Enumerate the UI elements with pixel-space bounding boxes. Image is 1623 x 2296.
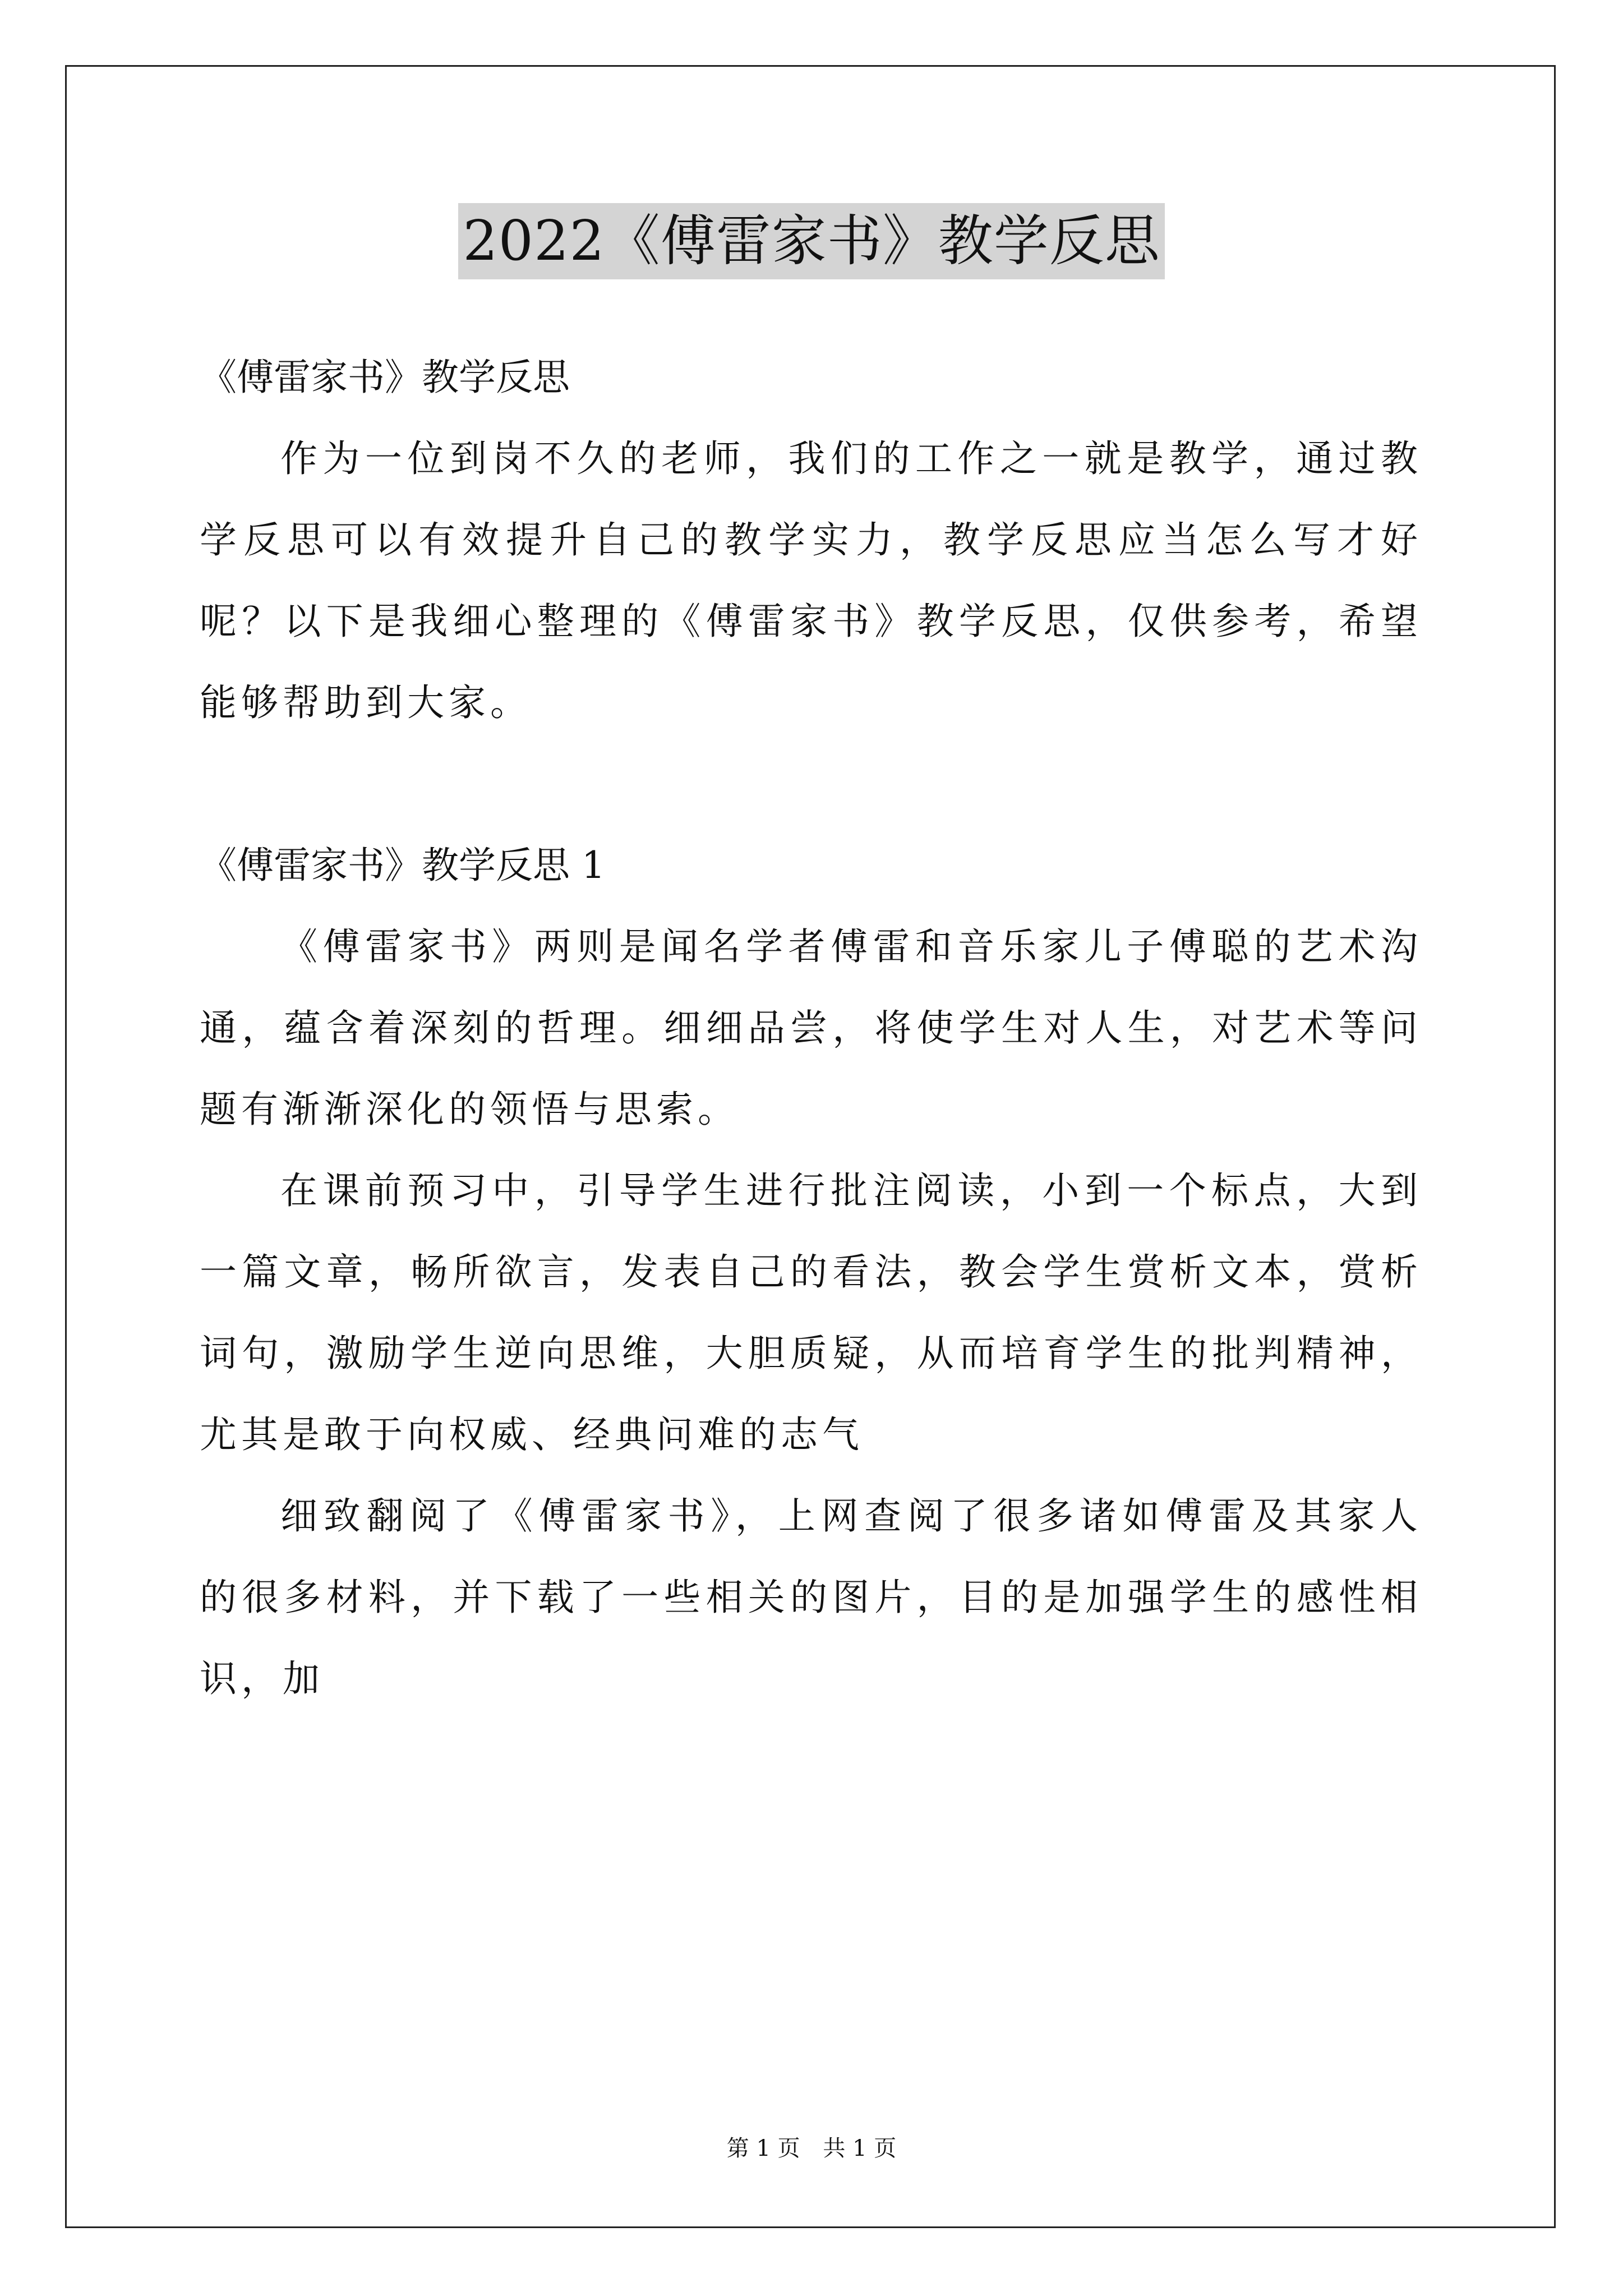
- intro-paragraph: 作为一位到岗不久的老师，我们的工作之一就是教学，通过教学反思可以有效提升自己的教学实力，教学反思应当怎么写才好呢？以下是我细心整理的《傅雷家书》教学反思，仅供参考，希望能够帮助到大家。: [200, 437, 1422, 724]
- body-paragraph: 细致翻阅了《傅雷家书》，上网查阅了很多诸如傅雷及其家人的很多材料，并下载了一些相关的图片，目的是加强学生的感性相识，加: [200, 1494, 1422, 1700]
- body-paragraph: 在课前预习中，引导学生进行批注阅读，小到一个标点，大到一篇文章，畅所欲言，发表自己的看法，教会学生赏析文本，赏析词句，激励学生逆向思维，大胆质疑，从而培育学生的批判精神，尤其是敢于向权威、经典问难的志气: [200, 1169, 1422, 1456]
- body-paragraph: 《傅雷家书》两则是闻名学者傅雷和音乐家儿子傅聪的艺术沟通，蕴含着深刻的哲理。细细品尝，将使学生对人生，对艺术等问题有渐渐深化的领悟与思索。: [200, 925, 1422, 1131]
- document-body: [200, 337, 1422, 1719]
- title-container: [0, 203, 1623, 279]
- intro-heading: 《傅雷家书》教学反思: [200, 356, 570, 399]
- section-gap: [200, 743, 1422, 825]
- page-footer: [0, 2133, 1623, 2164]
- document-title: 2022《傅雷家书》教学反思: [458, 203, 1164, 279]
- page-number-total: 共 1 页: [823, 2136, 897, 2161]
- page-number-current: 第 1 页: [726, 2136, 800, 2161]
- section-heading: 《傅雷家书》教学反思 1: [200, 844, 605, 887]
